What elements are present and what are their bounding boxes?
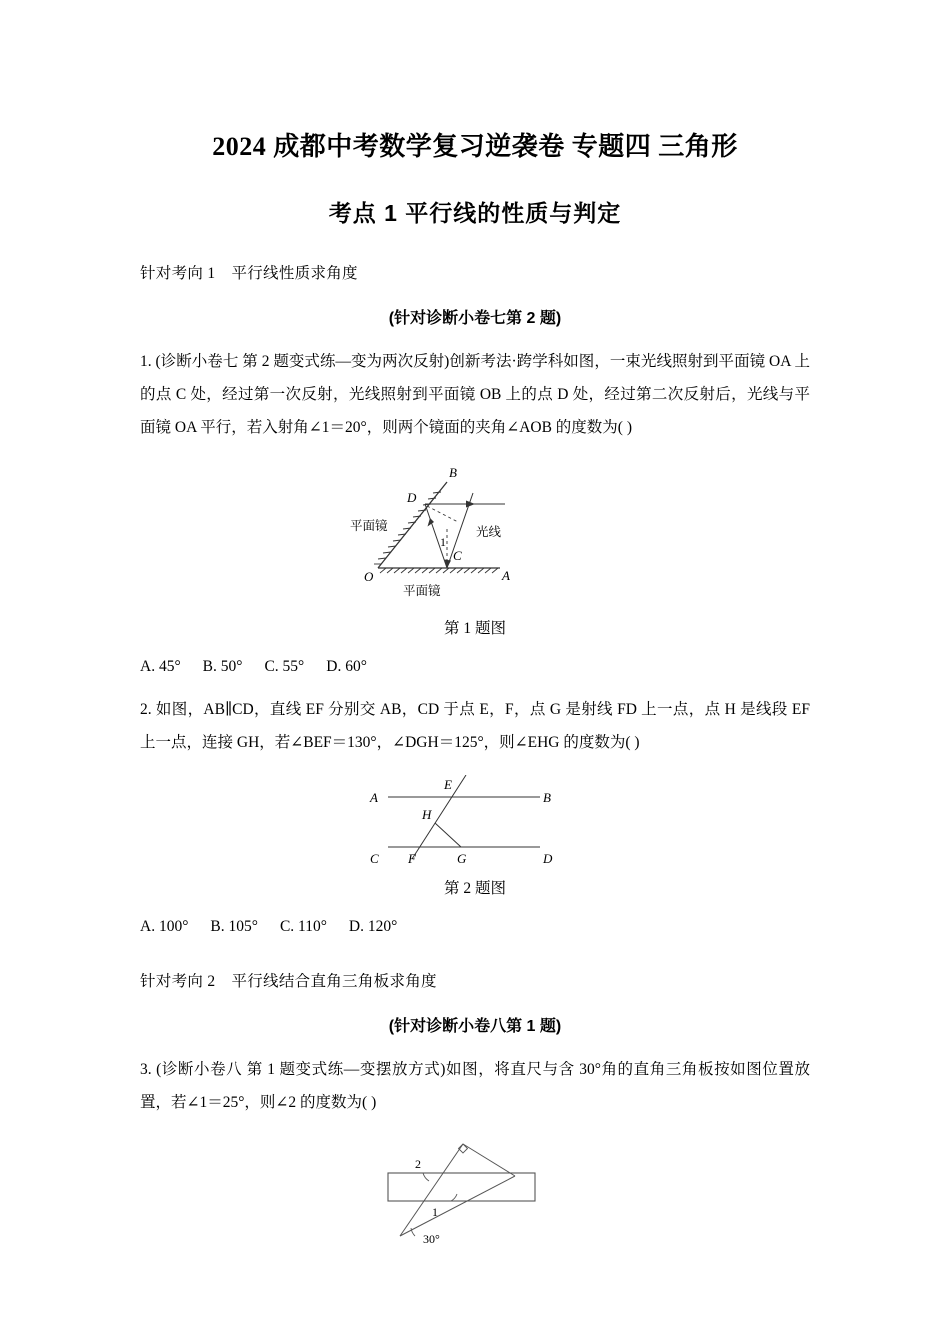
label-a: A [502,568,510,584]
q1-option-c[interactable]: C. 55° [264,658,305,676]
normal-at-d-dashed [427,506,458,522]
label-a: A [370,790,378,806]
question-3-figure [140,1136,810,1251]
direction-2-text: 平行线结合直角三角板求角度 [231,973,437,991]
section-title: 考点 1 平行线的性质与判定 [328,200,622,226]
label-g: G [457,851,467,867]
label-h: H [422,807,432,823]
transversal-ef [412,775,466,859]
question-2-text: 2. 如图，AB∥CD，直线 EF 分别交 AB，CD 于点 E，F，点 G 是射线 FD 上一点，点 H 是线段 EF 上一点，连接 GH，若∠BEF＝130°，∠DGH＝125°，则∠EHG 的度数为( ) [140,701,810,751]
label-o: O [364,569,374,585]
label-b: B [449,465,457,481]
label-d: D [407,490,417,506]
angle-1-arc [451,1194,457,1201]
q2-option-a[interactable]: A. 100° [140,918,189,936]
q2-option-c[interactable]: C. 110° [279,918,327,936]
label-e: E [444,777,452,793]
triangle-side-top-right [463,1144,515,1176]
label-angle-30: 30° [423,1231,440,1246]
label-b: B [543,790,551,806]
label-d: D [543,851,553,867]
question-1-figure [140,460,810,610]
question-1-figure-caption: 第 1 题图 [443,620,506,638]
question-3-text: 3. (诊断小卷八 第 1 题变式练—变摆放方式)如图，将直尺与含 30°角的直角三角板按如图位置放置，若∠1＝25°，则∠2 的度数为( ) [140,1061,810,1112]
label-mirror-bottom: 平面镜 [403,584,441,599]
question-2-figure [140,775,810,870]
q2-option-d[interactable]: D. 120° [348,918,398,936]
label-angle-1: 1 [440,535,446,550]
question-2-figure-caption: 第 2 题图 [443,880,506,898]
label-angle-1: 1 [432,1204,438,1219]
label-mirror-left: 平面镜 [350,519,388,534]
direction-1-label: 针对考向 1 [140,265,216,282]
sub-note-1: (针对诊断小卷七第 2 题) [388,310,562,327]
q1-option-d[interactable]: D. 60° [326,658,367,676]
sub-note-2: (针对诊断小卷八第 1 题) [388,1018,562,1036]
label-f: F [408,851,416,867]
triangle-side-left [400,1144,463,1236]
label-c: C [370,851,379,867]
mirror-reflection-diagram [350,460,600,610]
question-2-options [140,918,810,936]
reflected-ray-cd-arrow [428,518,435,527]
angle-2-arc [423,1173,429,1181]
question-1-options [140,658,810,676]
label-c: C [453,548,462,564]
ruler-triangle-diagram [375,1136,575,1251]
direction-heading-2 [140,969,810,991]
direction-heading-1 [140,261,810,283]
label-angle-2: 2 [415,1156,421,1171]
mirror-oa-hatching [380,568,498,573]
segment-hg [435,823,461,847]
direction-1-text: 平行线性质求角度 [231,265,358,282]
parallel-lines-diagram [360,775,590,870]
q1-option-b[interactable]: B. 50° [202,658,243,676]
triangle-side-bottom [400,1176,515,1236]
q2-option-b[interactable]: B. 105° [210,918,258,936]
page-title: 2024 成都中考数学复习逆袭卷 专题四 三角形 [212,132,738,161]
direction-2-label: 针对考向 2 [140,973,216,991]
label-light-ray: 光线 [476,525,502,540]
question-1-text: 1. (诊断小卷七 第 2 题变式练—变为两次反射)创新考法·跨学科如图，一束光线照射到平面镜 OA 上的点 C 处，经过第一次反射，光线照射到平面镜 OB 上的点 D 处，经过第二次反射后，光线与平面镜 OA 平行，若入射角∠1＝20°，则两个镜面的夹角∠AOB 的度数为( ) [140,353,810,436]
q1-option-a[interactable]: A. 45° [140,658,181,676]
